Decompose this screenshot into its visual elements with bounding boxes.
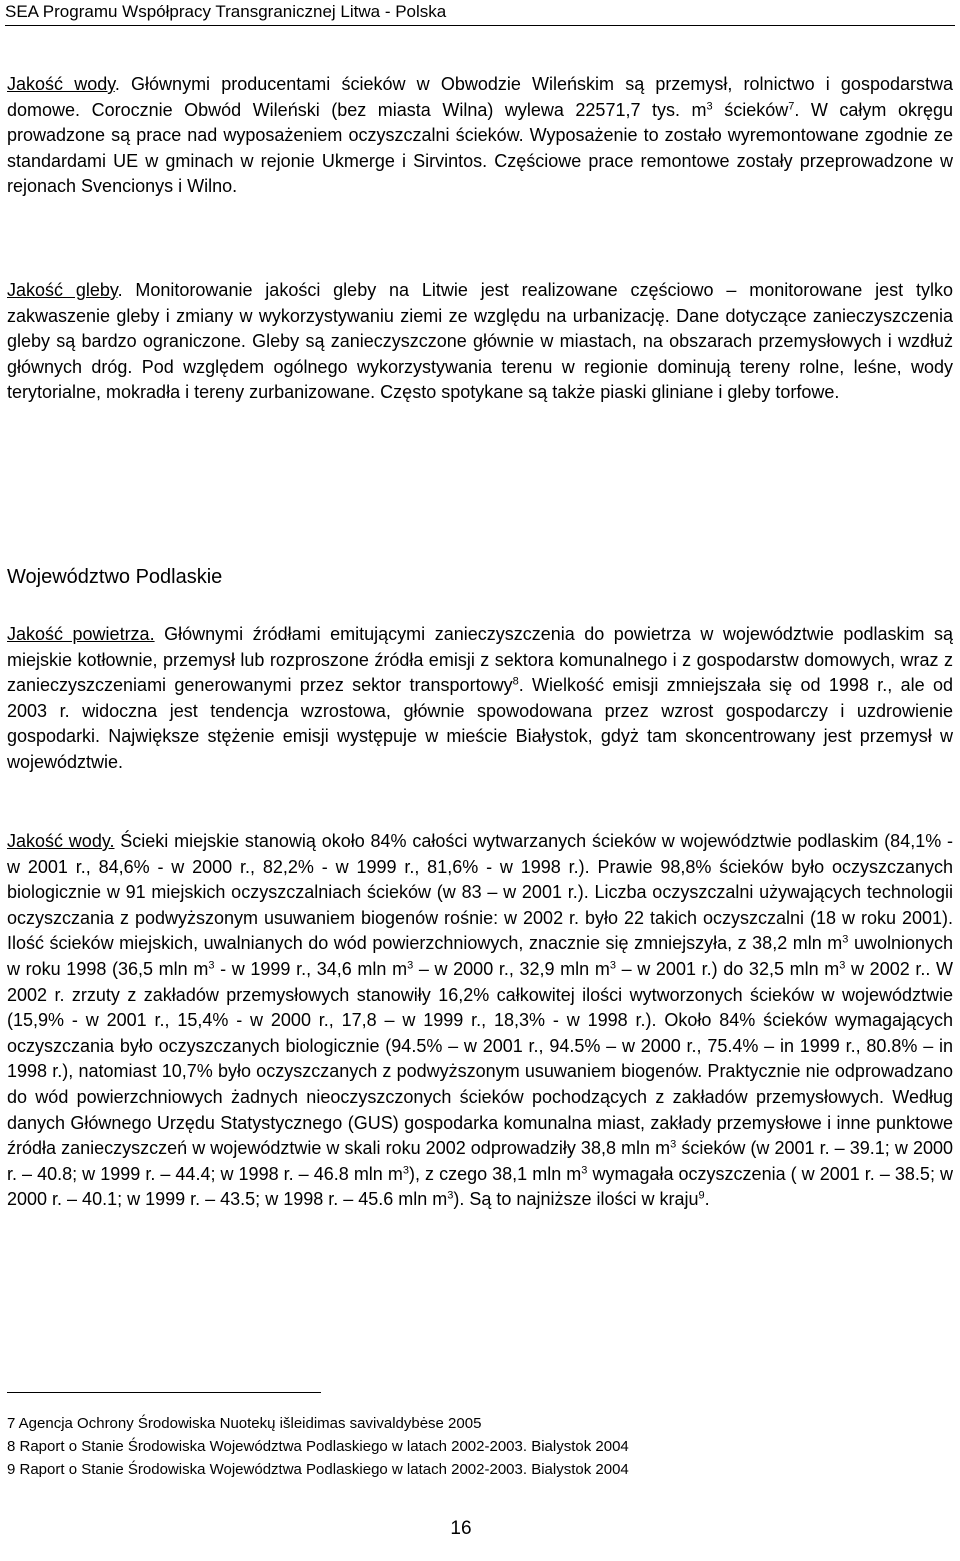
footnote-ref-8: 8	[512, 675, 519, 688]
footnote-ref-9: 9	[698, 1189, 705, 1202]
inline-heading-water-quality: Jakość wody	[7, 74, 115, 94]
paragraph-podlaskie-water: Jakość wody. Ścieki miejskie stanowią około 84% całości wytwarzanych ścieków w województwie podlaskim (84,1% - w 2001 r., 84,6% - w 2000 r., 82,2% - w 1999 r., 81,6% - w 1998 r.). Prawie 98,8% ścieków było oczyszczanych biologicznie w 91 miejskich oczyszczalniach ścieków (w 83 – w 2001 r.). Liczba oczyszczalni używających technologii oczyszczania z podwyższonym usuwaniem biogenów rośnie: w 2002 r. było 22 takich oczyszczalni (18 w roku 2001). Ilość ścieków miejskich, uwalnianych do wód powierzchniowych, znacznie się zmniejszyła, z 38,2 mln $m^3$ uwolnionych w roku 1998 (36,5 mln $m^3$ - w 1999 r., 34,6 mln $m^3$ – w 2000 r., 32,9 mln $m^3$ – w 2001 r.) do 32,5 mln $m^3$ w 2002 r.. W 2002 r. zrzuty z zakładów przemysłowych stanowiły 16,2% całkowitej ilości wytworzonych ścieków w województwie (15,9% - w 2001 r., 15,4% - w 2000 r., 17,8 – w 1999 r., 18,3% - w 1998 r.). Około 84% ścieków wymagających oczyszczania było oczyszczanych biologicznie (94.5% – w 2001 r., 94.5% – w 2000 r., 75.4% – in 1999 r., 80.8% – in 1998 r.), natomiast 10,7% było oczyszczanych z podwyższonym usuwaniem biogenów. Praktycznie nie odprowadzano do wód powierzchniowych żadnych nieoczyszczonych ścieków pochodzących z zakładów przemysłowych. Według danych Głównego Urzędu Statystycznego (GUS) gospodarka komunalna miast, zakłady przemysłowe i inne punktowe źródła zanieczyszczeń w województwie w skali roku 2002 odprowadziły 38,8 mln $m^3$ ścieków (w 2001 r. – 39.1; w 2000 r. – 40.8; w 1999 r. – 44.4; w 1998 r. – 46.8 mln $m^3$), z czego 38,1 mln $m^3$ wymagała oczyszczenia ( w 2001 r. – 38.5; w 2000 r. – 40.1; w 1999 r. – 43.5; w 1998 r. – 45.6 mln $m^3$). Są to najniższe ilości w kraju$^9$.	[7, 831, 954, 1210]
footnote-9: 9 Raport o Stanie Środowiska Województwa Podlaskiego w latach 2002-2003. Bialystok 2004	[7, 1461, 629, 1478]
running-header: SEA Programu Współpracy Transgranicznej Litwa - Polska	[5, 2, 447, 21]
inline-heading-soil-quality: Jakość gleby	[7, 280, 118, 300]
footnote-ref-7: 7	[788, 100, 795, 112]
page-number: 16	[450, 1518, 472, 1539]
inline-heading-water-quality-podlaskie: Jakość wody.	[7, 831, 115, 851]
paragraph-litwa-water: Jakość wody. Głównymi producentami ścieków w Obwodzie Wileńskim są przemysł, rolnictwo i gospodarstwa domowe. Corocznie Obwód Wileński (bez miasta Wilna) wylewa 22571,7 tys. $m^3$ ścieków$^7$. W całym okręgu prowadzone są prace nad wyposażeniem oczyszczalni ścieków. Wyposażenie to zostało wyremontowane zgodnie ze standardami UE w gminach w rejonie Ukmerge i Sirvintos. Częściowe prace remontowe zostały przeprowadzone w rejonach Svencionys i Wilno.	[7, 74, 953, 197]
section-heading-podlaskie: Województwo Podlaskie	[7, 566, 223, 588]
footnote-7: 7 Agencja Ochrony Środowiska Nuotekų išleidimas savivaldybėse 2005	[7, 1415, 482, 1432]
header-divider	[5, 25, 955, 26]
paragraph-podlaskie-air: Jakość powietrza. Głównymi źródłami emitującymi zanieczyszczenia do powietrza w województwie podlaskim są miejskie kotłownie, przemysł lub rozproszone źródła emisji z sektora komunalnego i z gospodarstw domowych, wraz z zanieczyszczeniami generowanymi przez sektor transportowy$^8$. Wielkość emisji zmniejszała się od 1998 r., ale od 2003 r. widoczna jest tendencja wzrostowa, głównie spowodowana przez wzrost gospodarczy i uzdrowienie gospodarki. Największe stężenie emisji występuje w mieście Białystok, gdyż tam skoncentrowany jest przemysł w województwie.	[7, 624, 953, 772]
inline-heading-air-quality: Jakość powietrza.	[7, 624, 155, 644]
footnote-8: 8 Raport o Stanie Środowiska Województwa Podlaskiego w latach 2002-2003. Bialystok 2004	[7, 1438, 629, 1455]
footnote-divider	[7, 1392, 321, 1393]
paragraph-litwa-soil: Jakość gleby. Monitorowanie jakości gleby na Litwie jest realizowane częściowo – monitorowane jest tylko zakwaszenie gleby i zmiany w wykorzystywaniu ziemi ze względu na urbanizację. Dane dotyczące zanieczyszczenia gleby są bardzo ograniczone. Gleby są zanieczyszczone głównie w miastach, na obszarach przemysłowych i wzdłuż głównych dróg. Pod względem ogólnego wykorzystywania terenu w regionie dominują tereny rolne, leśne, wody terytorialne, mokradła i tereny zurbanizowane. Często spotykane są także piaski gliniane i gleby torfowe.	[7, 280, 954, 403]
